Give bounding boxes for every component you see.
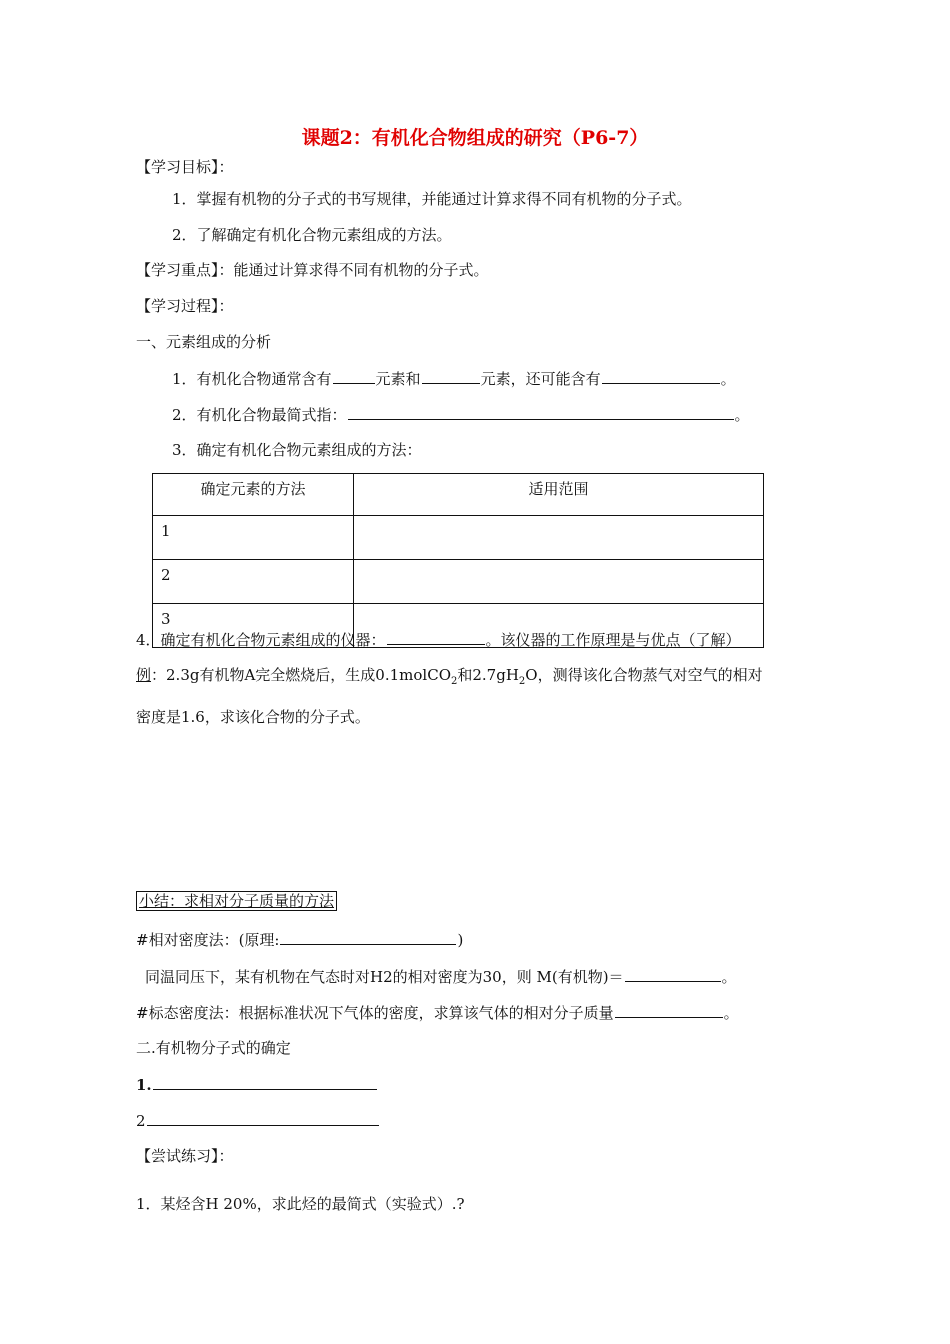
q2-text-d: 。 xyxy=(734,406,750,424)
q1-text-c: 元素，还可能含有 xyxy=(480,370,601,388)
example-label: 例 xyxy=(136,666,152,684)
section2-item-1 xyxy=(136,1073,378,1096)
q2-blank[interactable] xyxy=(348,403,734,420)
item1-blank[interactable] xyxy=(153,1073,377,1090)
q2-text-a: 2．有机化合物最简式指： xyxy=(172,406,347,424)
question-1 xyxy=(172,367,736,390)
table-cell-number: 2 xyxy=(153,560,354,604)
q4-blank[interactable] xyxy=(387,628,485,645)
std-blank[interactable] xyxy=(615,1001,723,1018)
table-header-method: 确定元素的方法 xyxy=(153,474,354,516)
density-principle-blank[interactable] xyxy=(280,928,456,945)
item2-number: 2 xyxy=(136,1112,146,1130)
key-point: 【学习重点】：能通过计算求得不同有机物的分子式。 xyxy=(136,261,489,279)
item2-blank[interactable] xyxy=(147,1109,379,1126)
methods-table xyxy=(152,473,764,648)
density-text-a: #相对密度法：(原理: xyxy=(136,931,280,949)
practice-question-1: 1．某烃含H 20%，求此烃的最简式（实验式）.? xyxy=(136,1195,465,1213)
section2-item-2 xyxy=(136,1109,380,1132)
density-example-blank[interactable] xyxy=(625,965,721,982)
summary-heading xyxy=(136,890,337,912)
goal-item-2: 2．了解确定有机化合物元素组成的方法。 xyxy=(172,226,452,244)
table-row xyxy=(153,560,764,604)
item1-number: 1. xyxy=(136,1076,152,1094)
example-text-1: ：2.3g有机物A完全燃烧后，生成0.1molCO xyxy=(151,666,451,684)
goals-heading: 【学习目标】： xyxy=(136,158,234,176)
question-2 xyxy=(172,403,750,426)
std-text-a: #标态密度法：根据标准状况下气体的密度，求算该气体的相对分子质量 xyxy=(136,1004,614,1022)
process-heading: 【学习过程】： xyxy=(136,297,234,315)
question-4 xyxy=(136,628,741,651)
summary-heading-box: 小结：求相对分子质量的方法 xyxy=(136,891,337,911)
example-text-3: O，测得该化合物蒸气对空气的相对 xyxy=(525,666,763,684)
density-example xyxy=(145,965,737,988)
example-text-2: 和2.7gH xyxy=(457,666,519,684)
q1-text-a: 1．有机化合物通常含有 xyxy=(172,370,332,388)
q1-blank-3[interactable] xyxy=(602,367,720,384)
q1-text-d: 。 xyxy=(720,370,736,388)
page-title: 课题2：有机化合物组成的研究（P6-7） xyxy=(301,127,649,149)
density-example-text-b: 。 xyxy=(721,968,737,986)
q4-text-a: 4．确定有机化合物元素组成的仪器： xyxy=(136,631,386,649)
q1-blank-1[interactable] xyxy=(333,367,375,384)
example-sub-1: 2 xyxy=(451,676,458,687)
example-line-1 xyxy=(136,664,763,693)
table-cell-empty[interactable] xyxy=(354,560,764,604)
example-sub-2: 2 xyxy=(518,676,526,687)
q1-blank-2[interactable] xyxy=(422,367,480,384)
standard-density-method xyxy=(136,1001,739,1024)
density-text-b: ) xyxy=(457,931,464,949)
table-cell-empty[interactable] xyxy=(354,516,764,560)
table-header-scope: 适用范围 xyxy=(354,474,764,516)
density-example-text-a: 同温同压下，某有机物在气态时对H2的相对密度为30，则 M(有机物)＝ xyxy=(145,968,624,986)
q4-text-b: 。该仪器的工作原理是与优点（了解） xyxy=(485,631,741,649)
goal-item-1: 1．掌握有机物的分子式的书写规律，并能通过计算求得不同有机物的分子式。 xyxy=(172,190,692,208)
section2-heading: 二.有机物分子式的确定 xyxy=(136,1039,291,1057)
section1-heading: 一、元素组成的分析 xyxy=(136,333,272,351)
practice-heading: 【尝试练习】： xyxy=(136,1147,234,1165)
table-cell-number: 1 xyxy=(153,516,354,560)
relative-density-method xyxy=(136,928,463,951)
table-cell-number: 3 xyxy=(153,604,354,648)
question-3: 3．确定有机化合物元素组成的方法： xyxy=(172,441,422,459)
std-text-b: 。 xyxy=(723,1004,739,1022)
table-header-row xyxy=(153,474,764,516)
example-line-2: 密度是1.6，求该化合物的分子式。 xyxy=(136,708,370,726)
table-row xyxy=(153,516,764,560)
q1-text-b: 元素和 xyxy=(375,370,421,388)
